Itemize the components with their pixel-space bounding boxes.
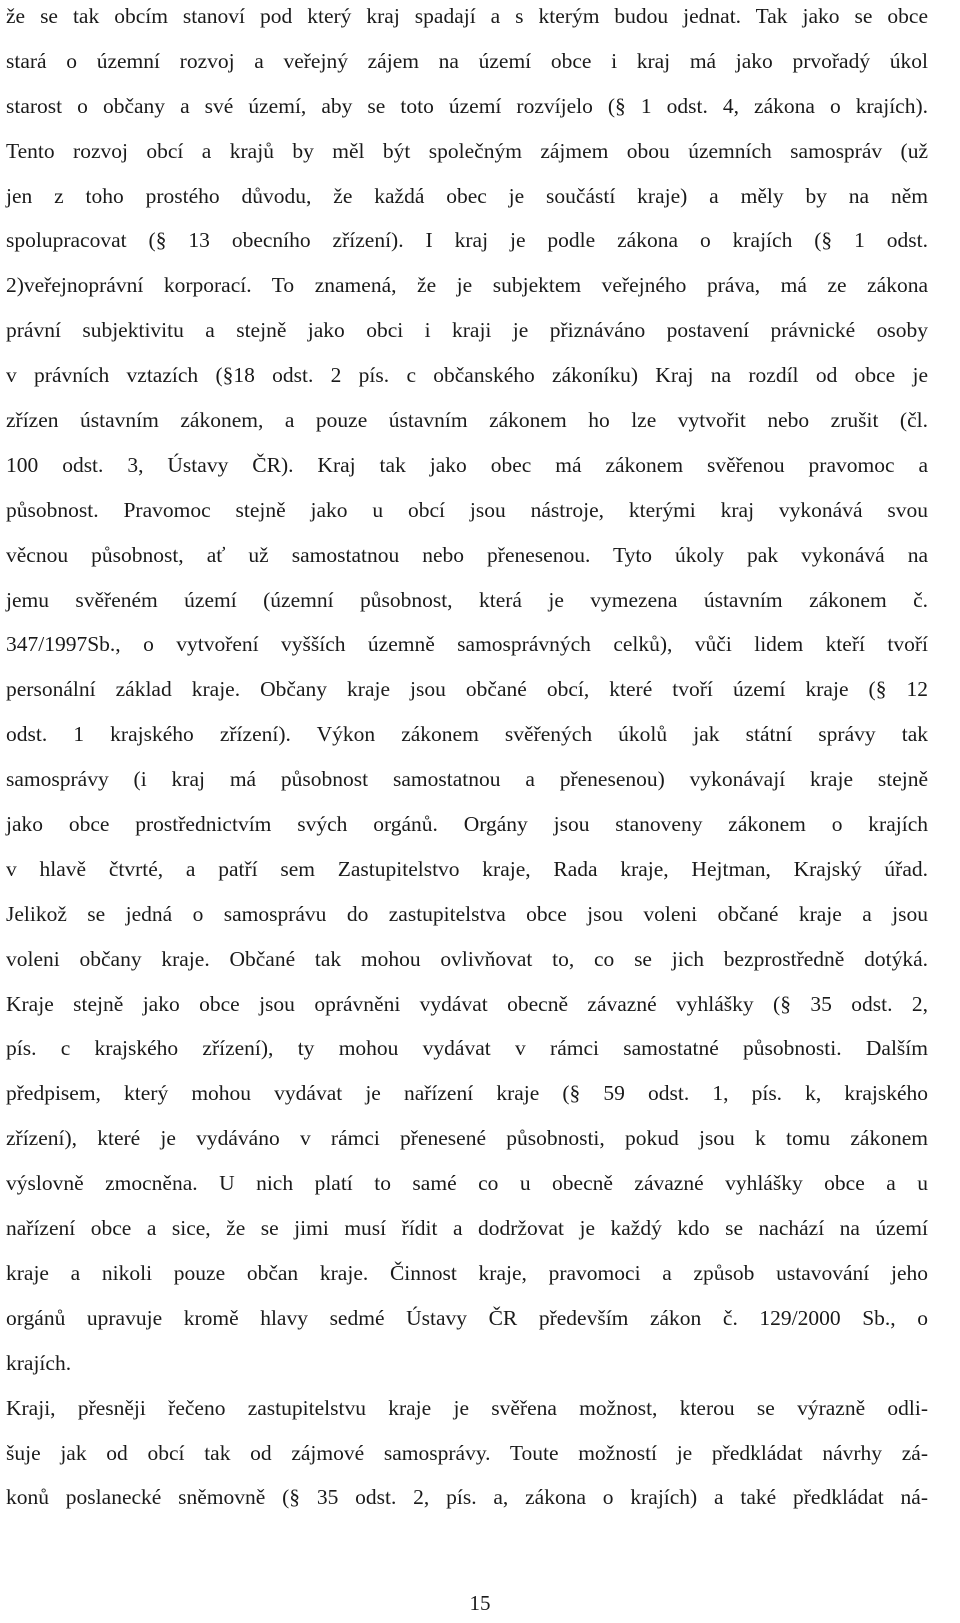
text-line: konů poslanecké sněmovně (§ 35 odst. 2, pís. a, zákona o krajích) a také předkládat ná- xyxy=(6,1485,928,1510)
text-line: kraje a nikoli pouze občan kraje. Činnost kraje, pravomoci a způsob ustavování jeho xyxy=(6,1260,928,1285)
text-line: působnost. Pravomoc stejně jako u obcí jsou nástroje, kterými kraj vykonává svou xyxy=(6,497,928,522)
text-line: jen z toho prostého důvodu, že každá obec je součástí kraje) a měly by na něm xyxy=(6,183,928,208)
text-line: nařízení obce a sice, že se jimi musí řídit a dodržovat je každý kdo se nachází na území xyxy=(6,1216,928,1241)
text-line: starost o občany a své území, aby se toto území rozvíjelo (§ 1 odst. 4, zákona o krajích). xyxy=(6,93,928,118)
text-line: krajích. xyxy=(6,1350,72,1375)
document-page xyxy=(6,0,928,1520)
text-line: předpisem, který mohou vydávat je nařízení kraje (§ 59 odst. 1, pís. k, krajského xyxy=(6,1081,928,1106)
text-line: jemu svěřeném území (územní působnost, která je vymezena ústavním zákonem č. xyxy=(6,587,928,612)
text-line: Jelikož se jedná o samosprávu do zastupitelstva obce jsou voleni občané kraje a jsou xyxy=(6,901,928,926)
page-number: 15 xyxy=(469,1591,491,1615)
text-line: právní subjektivitu a stejně jako obci i kraji je přiznáváno postavení právnické osoby xyxy=(6,318,928,343)
text-line: zřízen ústavním zákonem, a pouze ústavním zákonem ho lze vytvořit nebo zrušit (čl. xyxy=(6,408,928,433)
text-line: 2)veřejnoprávní korporací. To znamená, že je subjektem veřejného práva, má ze zákona xyxy=(6,273,928,298)
text-line: v hlavě čtvrté, a patří sem Zastupitelstvo kraje, Rada kraje, Hejtman, Krajský úřad. xyxy=(6,856,928,881)
text-line: zřízení), které je vydáváno v rámci přenesené působnosti, pokud jsou k tomu zákonem xyxy=(6,1126,928,1151)
text-line: stará o územní rozvoj a veřejný zájem na území obce i kraj má jako prvořadý úkol xyxy=(6,48,928,73)
text-line: výslovně zmocněna. U nich platí to samé co u obecně závazné vyhlášky obce a u xyxy=(6,1171,928,1196)
text-line: že se tak obcím stanoví pod který kraj spadají a s kterým budou jednat. Tak jako se obce xyxy=(6,4,928,28)
text-line: Kraje stejně jako obce jsou oprávněni vydávat obecně závazné vyhlášky (§ 35 odst. 2, xyxy=(6,991,928,1016)
paragraph-1 xyxy=(6,0,928,1386)
text-line: 100 odst. 3, Ústavy ČR). Kraj tak jako obec má zákonem svěřenou pravomoc a xyxy=(6,452,928,477)
text-line: voleni občany kraje. Občané tak mohou ovlivňovat to, co se jich bezprostředně dotýká. xyxy=(6,946,928,971)
text-line: věcnou působnost, ať už samostatnou nebo přenesenou. Tyto úkoly pak vykonává na xyxy=(6,542,928,567)
paragraph-2 xyxy=(6,1386,928,1521)
text-line: personální základ kraje. Občany kraje jsou občané obcí, které tvoří území kraje (§ 12 xyxy=(6,677,928,702)
text-line: 347/1997Sb., o vytvoření vyšších územně samosprávných celků), vůči lidem kteří tvoří xyxy=(6,632,928,657)
text-line: Tento rozvoj obcí a krajů by měl být společným zájmem obou územních samospráv (už xyxy=(6,138,928,163)
text-line: pís. c krajského zřízení), ty mohou vydávat v rámci samostatné působnosti. Dalším xyxy=(6,1036,928,1061)
text-line: jako obce prostřednictvím svých orgánů. Orgány jsou stanoveny zákonem o krajích xyxy=(6,812,928,837)
text-line: v právních vztazích (§18 odst. 2 pís. c občanského zákoníku) Kraj na rozdíl od obce je xyxy=(6,363,928,388)
text-line: odst. 1 krajského zřízení). Výkon zákonem svěřených úkolů jak státní správy tak xyxy=(6,722,928,747)
text-line: Kraji, přesněji řečeno zastupitelstvu kraje je svěřena možnost, kterou se výrazně odli- xyxy=(6,1395,928,1420)
text-line: šuje jak od obcí tak od zájmové samosprávy. Toute možností je předkládat návrhy zá- xyxy=(6,1440,928,1465)
text-line: spolupracovat (§ 13 obecního zřízení). I kraj je podle zákona o krajích (§ 1 odst. xyxy=(6,228,928,253)
text-line: orgánů upravuje kromě hlavy sedmé Ústavy ČR především zákon č. 129/2000 Sb., o xyxy=(6,1305,928,1330)
text-line: samosprávy (i kraj má působnost samostatnou a přenesenou) vykonávají kraje stejně xyxy=(6,767,928,792)
